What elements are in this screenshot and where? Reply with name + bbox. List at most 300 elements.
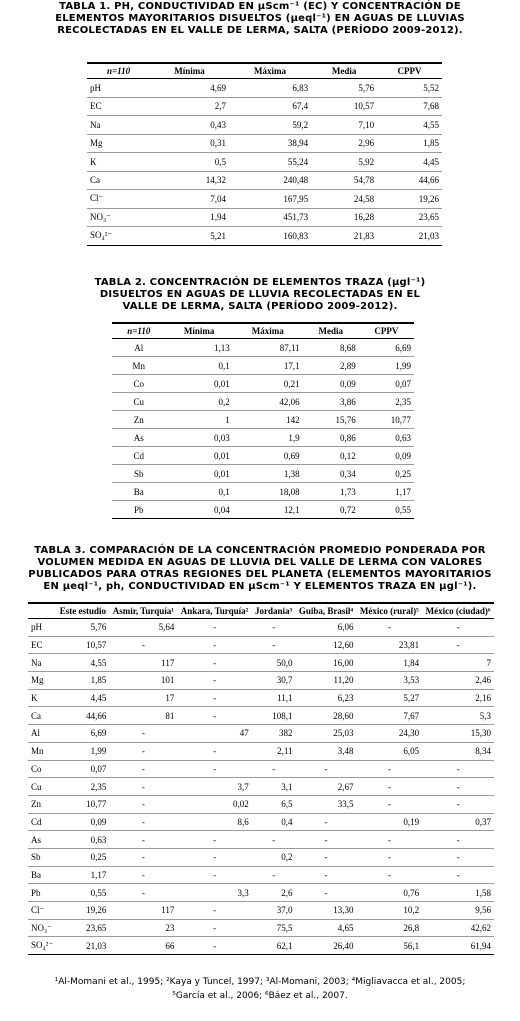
table3-cell: - [177,866,251,884]
table3-cell: 3,3 [177,884,251,902]
table3-row [28,619,494,637]
table1-row [87,190,442,209]
table1-cell: 160,83 [229,227,311,246]
table3-cell: 66 [109,937,177,955]
table2-header-4: CPPV [359,323,414,339]
table3-cell: 17 [109,689,177,707]
table2-cell: 0,1 [166,483,233,501]
table3-row-label: Co [28,760,56,778]
table3-row [28,689,494,707]
table3-cell: 4,65 [296,919,357,937]
table1-row-label: Na [87,116,150,135]
table3 [28,602,494,955]
table2-cell: 18,08 [233,483,303,501]
table3-cell: 6,23 [296,689,357,707]
table3-cell: - [356,848,422,866]
table2-row [112,447,414,465]
table3-cell: 1,84 [356,654,422,672]
table2-cell: 87,11 [279,342,300,353]
table1-cell: 10,57 [311,97,377,116]
table3-row-label: Zn [28,795,56,813]
table1-header-2: Máxima [229,63,311,79]
table3-cell: - [177,902,251,920]
table3-cell: 26,40 [296,937,357,955]
table3-cell: - [356,866,422,884]
table3-cell: - [177,831,251,849]
table2-cell: 0,25 [359,465,414,483]
table1-cell: 167,95 [229,190,311,209]
table1-row [87,208,442,227]
table1-cell: 24,58 [311,190,377,209]
table3-cell: 62,1 [252,937,296,955]
table3-cell: - [252,636,296,654]
table3-cell: - [456,622,460,633]
table1-row-label: pH [90,82,101,93]
table2-row [112,411,414,429]
table3-cell: 4,55 [56,654,109,672]
table1-cell: 5,76 [358,82,375,93]
table2-cell: 12,1 [233,501,303,519]
table3-row-label: Al [28,725,56,743]
table1-row-label: Mg [87,134,150,153]
table1-cell: 240,48 [229,171,311,190]
table3-cell: 2,67 [296,778,357,796]
table3-cell: 24,30 [356,725,422,743]
table3-cell: - [272,622,276,633]
table1-header-4: CPPV [377,63,442,79]
table3-cell: 0,02 [177,795,251,813]
table2-cell: 0,01 [166,465,233,483]
table3-cell: 19,26 [56,902,109,920]
table1-row [87,227,442,246]
table3-cell: - [356,760,422,778]
table3-row-label: Ca [28,707,56,725]
table2-cell: 1,13 [214,342,230,353]
table3-cell: 11,1 [252,689,296,707]
table3-row-label: K [28,689,56,707]
table3-cell: 2,16 [422,689,494,707]
table3-cell: - [177,689,251,707]
table3-cell: 44,66 [56,707,109,725]
table1-cell: 7,68 [377,97,442,116]
table3-row [28,725,494,743]
table3-row-label: Na [28,654,56,672]
table1-cell: 4,69 [210,82,226,93]
table3-cell: 117 [109,902,177,920]
table3-row [28,884,494,902]
table2-cell: 142 [233,411,303,429]
table3-row-label: Cl⁻ [28,902,56,920]
table2-cell: 8,68 [340,342,356,353]
table2-row-label: Zn [112,411,166,429]
references-footnote [10,975,510,1003]
table2-row-label: Co [112,375,166,393]
table3-cell: 3,1 [252,778,296,796]
table3-cell: 2,35 [56,778,109,796]
table3-caption: TABLA 3. COMPARACIÓN DE LA CONCENTRACIÓN PROMEDIO PONDERADA POR VOLUMEN MEDIDA EN AGUAS DE LLUVIA DEL VALLE DE LERMA CON VALORES PUBLICADOS PARA OTRAS REGIONES DEL PLANETA (ELEMENTOS MAYORITARIOS EN μeql⁻¹, ph, CONDUCTIVIDAD EN μScm⁻¹ Y ELEMENTOS TRAZA EN μgl⁻¹). [28,545,492,592]
table3-cell: - [109,725,177,743]
table2-row-label: Cd [112,447,166,465]
table2-cell: 17,1 [233,357,303,375]
table3-cell: - [422,760,494,778]
table3-cell: 81 [109,707,177,725]
table3-header-0 [28,603,56,619]
table2-cell: 2,35 [359,393,414,411]
table2-cell: 0,01 [166,375,233,393]
table3-cell: 23,65 [56,919,109,937]
table3-cell: 56,1 [356,937,422,955]
table3-cell: 6,5 [252,795,296,813]
table3-row [28,919,494,937]
table3-row [28,672,494,690]
table1-cell: 0,31 [150,134,229,153]
table3-cell: - [387,622,391,633]
table2-row-label: Al [134,342,144,353]
table2-cell: 1,17 [359,483,414,501]
table2-row-label: Cu [112,393,166,411]
table2-cell: 1,73 [303,483,359,501]
table2-row-label: Sb [112,465,166,483]
table1-row-label: EC [87,97,150,116]
table2-cell: 0,72 [303,501,359,519]
table3-cell: 75,5 [252,919,296,937]
table2-cell: 0,04 [166,501,233,519]
table3-header-5: Guiba, Brasil⁴ [296,603,357,619]
table3-cell: 10,77 [56,795,109,813]
table3-cell: 108,1 [252,707,296,725]
table3-cell: 117 [109,654,177,672]
table2-cell: 0,69 [233,447,303,465]
table3-cell: - [422,866,494,884]
table3-cell: 2,11 [252,742,296,760]
table2-cell: 6,69 [395,342,411,353]
table3-cell: 3,7 [177,778,251,796]
table1-cell: 23,65 [377,208,442,227]
table3-cell: 61,94 [422,937,494,955]
table3-cell: - [356,778,422,796]
table3-row [28,742,494,760]
table3-cell: - [356,795,422,813]
table3-cell: - [109,742,177,760]
table3-cell: - [177,919,251,937]
references-line-1: ¹Al-Momani et al., 1995; ²Kaya y Tuncel, 1997; ³Al-Momani, 2003; ⁴Migliavacca et al., 2005; [54,977,466,987]
table2-cell: 10,77 [359,411,414,429]
table1-cell: 4,55 [377,116,442,135]
table3-cell: 0,09 [56,813,109,831]
table3-row [28,654,494,672]
table1-cell: 14,32 [150,171,229,190]
table3-cell: 1,85 [56,672,109,690]
table3-cell: - [177,636,251,654]
table3-cell: 0,76 [356,884,422,902]
table3-row-label: SO₄²⁻ [28,937,56,955]
table1-cell: 19,26 [377,190,442,209]
table3-header-1: Este estudio [56,603,109,619]
table3-cell: 1,99 [56,742,109,760]
table3-row [28,937,494,955]
table2 [112,322,414,519]
table3-cell: 2,6 [252,884,296,902]
table3-header-2: Asmir, Turquía¹ [109,603,177,619]
table3-cell: - [177,654,251,672]
table2-row-label: As [112,429,166,447]
table2-row-label: Ba [112,483,166,501]
table3-cell: - [177,707,251,725]
table1-cell: 4,45 [377,153,442,172]
table3-row-label: As [28,831,56,849]
table1-cell: 1,85 [377,134,442,153]
table1-cell: 21,83 [311,227,377,246]
table3-row [28,813,494,831]
table3-cell: - [422,778,494,796]
table1-row [87,116,442,135]
table3-cell: 0,37 [422,813,494,831]
table1-row [87,97,442,116]
table1-cell: 55,24 [229,153,311,172]
table2-cell: 3,86 [303,393,359,411]
table3-cell: 13,30 [296,902,357,920]
table2-cell: 0,09 [359,447,414,465]
table3-cell: - [252,831,296,849]
table3-cell: - [213,622,217,633]
table3-row [28,848,494,866]
table1-header-1: Mínima [150,63,229,79]
table1-cell: 38,94 [229,134,311,153]
table3-cell: - [177,937,251,955]
table2-row [112,483,414,501]
table3-row [28,902,494,920]
table1-cell: 44,66 [377,171,442,190]
table3-cell: 7 [422,654,494,672]
table1-cell: 7,10 [311,116,377,135]
table1-row [87,171,442,190]
table2-cell: 1 [166,411,233,429]
table1-cell: 451,73 [229,208,311,227]
table3-cell: 9,56 [422,902,494,920]
table3-cell: - [422,831,494,849]
table2-row [112,501,414,519]
table3-cell: 3,48 [296,742,357,760]
table3-row-label: Mg [28,672,56,690]
table2-cell: 0,01 [166,447,233,465]
table3-cell: - [296,760,357,778]
table3-cell: - [177,672,251,690]
table1-row-label: NO₃⁻ [87,208,150,227]
table1-row [87,79,442,98]
table1-row [87,134,442,153]
table3-cell: 30,7 [252,672,296,690]
table3-cell: - [177,742,251,760]
table3-cell: 37,0 [252,902,296,920]
table2-cell: 42,06 [233,393,303,411]
table3-cell: 0,2 [252,848,296,866]
table3-row-label: Pb [28,884,56,902]
table3-cell: 101 [109,672,177,690]
table3-cell: 33,5 [296,795,357,813]
table2-cell: 0,21 [233,375,303,393]
table3-row-label: EC [28,636,56,654]
references-line-2: ⁵García et al., 2006; ⁶Báez et al., 2007. [172,991,348,1001]
table3-cell: 1,17 [56,866,109,884]
table3-cell: - [109,813,177,831]
table3-cell: - [109,760,177,778]
table3-cell: 5,27 [356,689,422,707]
table3-cell: 11,20 [296,672,357,690]
table2-cell: 1,9 [233,429,303,447]
table1-cell: 67,4 [229,97,311,116]
table3-cell: 5,3 [422,707,494,725]
table2-cell: 0,07 [359,375,414,393]
table3-cell: 15,30 [422,725,494,743]
table3-row-label: Mn [28,742,56,760]
table2-header-2: Máxima [233,323,303,339]
table2-cell: 2,89 [303,357,359,375]
table3-cell: - [109,778,177,796]
table3-row [28,831,494,849]
table3-cell: 47 [177,725,251,743]
table2-cell: 15,76 [303,411,359,429]
table1-cell: 1,94 [150,208,229,227]
table1-cell: 5,92 [311,153,377,172]
table1-cell: 5,21 [150,227,229,246]
table2-caption: TABLA 2. CONCENTRACIÓN DE ELEMENTOS TRAZA (μgl⁻¹) DISUELTOS EN AGUAS DE LLUVIA RECOLECTADAS EN EL VALLE DE LERMA, SALTA (PERÍODO 2009-2012). [94,277,426,312]
table3-cell: - [109,795,177,813]
table3-header-7: México (ciudad)⁶ [422,603,494,619]
table1-cell: 54,78 [311,171,377,190]
table2-row [112,357,414,375]
table2-row [112,375,414,393]
table3-cell: 50,0 [252,654,296,672]
table3-cell: - [109,848,177,866]
table2-header-3: Media [303,323,359,339]
table1-row-label: SO₄²⁻ [87,227,150,246]
table2-cell: 0,34 [303,465,359,483]
table2-row [112,393,414,411]
table3-cell: 12,60 [296,636,357,654]
table2-cell: 0,55 [359,501,414,519]
table3-cell: 3,53 [356,672,422,690]
table3-cell: 0,19 [356,813,422,831]
table3-cell: 23,81 [356,636,422,654]
table3-cell: 0,55 [56,884,109,902]
table3-cell: 4,45 [56,689,109,707]
table3-row-label: Sb [28,848,56,866]
table2-cell: 1,38 [233,465,303,483]
table1-cell: 21,03 [377,227,442,246]
table3-cell: 2,46 [422,672,494,690]
table2-row [112,339,414,357]
table3-header-6: México (rural)⁵ [356,603,422,619]
table3-header-3: Ankara, Turquía² [177,603,251,619]
table3-cell: - [296,848,357,866]
table3-cell: 8,6 [177,813,251,831]
table3-cell: - [296,884,357,902]
table1-cell: 59,2 [229,116,311,135]
table3-row [28,760,494,778]
table2-cell: 0,03 [166,429,233,447]
table3-cell: 7,67 [356,707,422,725]
table3-cell: 0,4 [252,813,296,831]
table3-row-label: Ba [28,866,56,884]
table3-cell: - [177,848,251,866]
table2-row [112,465,414,483]
table3-cell: 16,00 [296,654,357,672]
table3-row [28,795,494,813]
table3-cell: 26,8 [356,919,422,937]
table3-cell: 10,57 [56,636,109,654]
table3-cell: 6,06 [337,622,354,633]
table3-cell: - [109,884,177,902]
table3-cell: - [109,866,177,884]
table3-cell: - [296,813,357,831]
table3-cell: 25,03 [296,725,357,743]
table3-cell: - [422,795,494,813]
table3-cell: - [109,636,177,654]
table2-header-0: n=110 [112,323,166,339]
table3-cell: 5,64 [158,622,175,633]
table3-cell: - [296,866,357,884]
table3-cell: - [109,831,177,849]
table3-cell: 10,2 [356,902,422,920]
table3-cell: 28,60 [296,707,357,725]
table3-cell: - [356,831,422,849]
table1-cell: 0,43 [150,116,229,135]
table3-row-label: Cd [28,813,56,831]
table2-cell: 0,1 [166,357,233,375]
table1-row-label: Cl⁻ [87,190,150,209]
table3-header-4: Jordania³ [252,603,296,619]
table1-cell: 0,5 [150,153,229,172]
table3-row-label: Cu [28,778,56,796]
table2-row-label: Pb [112,501,166,519]
table3-cell: 8,34 [422,742,494,760]
table3-cell: 21,03 [56,937,109,955]
table2-cell: 1,99 [359,357,414,375]
table3-cell: - [177,760,251,778]
table1-cell: 5,52 [423,82,439,93]
table1 [87,62,442,246]
table3-cell: 0,63 [56,831,109,849]
table3-row [28,707,494,725]
table3-cell: 0,25 [56,848,109,866]
table1-header-0: n=110 [87,63,150,79]
table3-cell: - [422,848,494,866]
table3-row [28,866,494,884]
table3-row-label: pH [31,622,42,633]
table3-row [28,636,494,654]
table1-row [87,153,442,172]
table2-row [112,429,414,447]
table1-cell: 16,28 [311,208,377,227]
table2-cell: 0,12 [303,447,359,465]
table2-row-label: Mn [112,357,166,375]
table3-row [28,778,494,796]
table2-cell: 0,09 [303,375,359,393]
table3-cell: 1,58 [422,884,494,902]
table2-cell: 0,2 [166,393,233,411]
table3-cell: 42,62 [422,919,494,937]
table3-cell: 23 [109,919,177,937]
table2-header-1: Mínima [166,323,233,339]
table1-caption: TABLA 1. PH, CONDUCTIVIDAD EN μScm⁻¹ (EC) Y CONCENTRACIÓN DE ELEMENTOS MAYORITARIOS DISUELTOS (μeql⁻¹) EN AGUAS DE LLUVIAS RECOLECTADAS EN EL VALLE DE LERMA, SALTA (PERÍODO 2009-2012). [55,1,465,36]
table3-cell: - [252,760,296,778]
table3-cell: - [422,636,494,654]
table3-cell: 6,05 [356,742,422,760]
table2-cell: 0,86 [303,429,359,447]
table3-cell: - [296,831,357,849]
table1-cell: 6,83 [292,82,309,93]
table2-cell: 0,63 [359,429,414,447]
